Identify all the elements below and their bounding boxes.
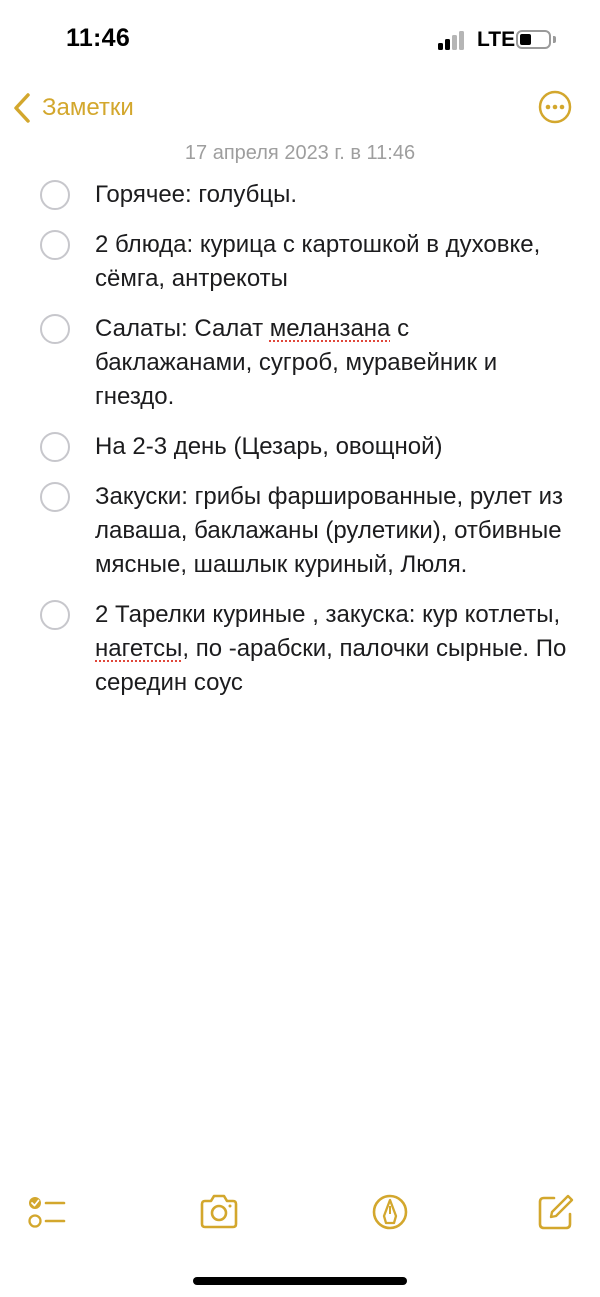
note-date: 17 апреля 2023 г. в 11:46	[184, 142, 416, 164]
back-label: Заметки	[42, 94, 134, 121]
battery-level-fill	[520, 34, 531, 45]
camera-icon	[197, 1192, 241, 1232]
checkbox-circle[interactable]	[40, 600, 70, 630]
battery-icon	[516, 30, 551, 49]
checklist-item	[0, 178, 600, 212]
checklist-item	[0, 430, 600, 464]
text-fragment: На 2-3 день (Цезарь, овощной)	[95, 433, 443, 460]
status-bar	[0, 0, 600, 80]
checklist-item	[0, 312, 600, 414]
text-fragment: Горячее: голубцы.	[95, 181, 298, 208]
checklist-item-text[interactable]	[95, 228, 570, 296]
chevron-left-icon	[12, 92, 32, 124]
markup-pen-icon	[368, 1192, 412, 1232]
compose-icon	[534, 1192, 578, 1232]
text-fragment: 2 блюда: курица с картошкой в духовке, сёмга, антрекоты	[95, 231, 541, 292]
more-options-button[interactable]	[538, 90, 572, 124]
checklist-item-text[interactable]	[95, 430, 570, 464]
back-to-notes-button[interactable]	[12, 88, 134, 128]
checklist-item-text[interactable]	[95, 480, 570, 582]
checklist-item	[0, 228, 600, 296]
checklist-item-text[interactable]	[95, 178, 570, 212]
checkbox-circle[interactable]	[40, 230, 70, 260]
checklist-button[interactable]	[26, 1192, 70, 1232]
status-time: 11:46	[66, 24, 131, 52]
home-indicator[interactable]	[193, 1277, 407, 1285]
checkbox-circle[interactable]	[40, 482, 70, 512]
text-fragment: , по -арабски, палочки сырные. По середин соус	[95, 635, 567, 696]
misspelled-word: нагетсы	[95, 635, 183, 662]
checklist-item-text[interactable]	[95, 598, 570, 700]
checkbox-circle[interactable]	[40, 432, 70, 462]
text-fragment: с баклажанами, сугроб, муравейник и гнездо.	[95, 315, 498, 410]
text-fragment: Закуски: грибы фаршированные, рулет из лаваша, баклажаны (рулетики), отбивные мясные, шашлык куриный, Люля.	[95, 483, 563, 578]
text-fragment: 2 Тарелки куриные , закуска: кур котлеты,	[95, 601, 561, 628]
ellipsis-circle-icon	[538, 90, 572, 124]
signal-bar	[438, 43, 443, 50]
checklist-item	[0, 480, 600, 582]
markup-button[interactable]	[368, 1192, 412, 1232]
cellular-signal-icon	[438, 30, 468, 50]
checklist-icon	[26, 1192, 70, 1232]
network-type: LTE	[477, 28, 516, 51]
checklist-item	[0, 598, 600, 700]
battery-cap	[553, 36, 556, 43]
camera-button[interactable]	[197, 1192, 241, 1232]
signal-bar	[459, 31, 464, 50]
checklist-item-text[interactable]	[95, 312, 570, 414]
text-fragment: Салаты: Салат	[95, 315, 270, 342]
checkbox-circle[interactable]	[40, 180, 70, 210]
signal-bar	[452, 35, 457, 50]
compose-button[interactable]	[534, 1192, 578, 1232]
misspelled-word: меланзана	[269, 315, 391, 342]
signal-bar	[445, 39, 450, 50]
checkbox-circle[interactable]	[40, 314, 70, 344]
checklist	[0, 178, 600, 716]
